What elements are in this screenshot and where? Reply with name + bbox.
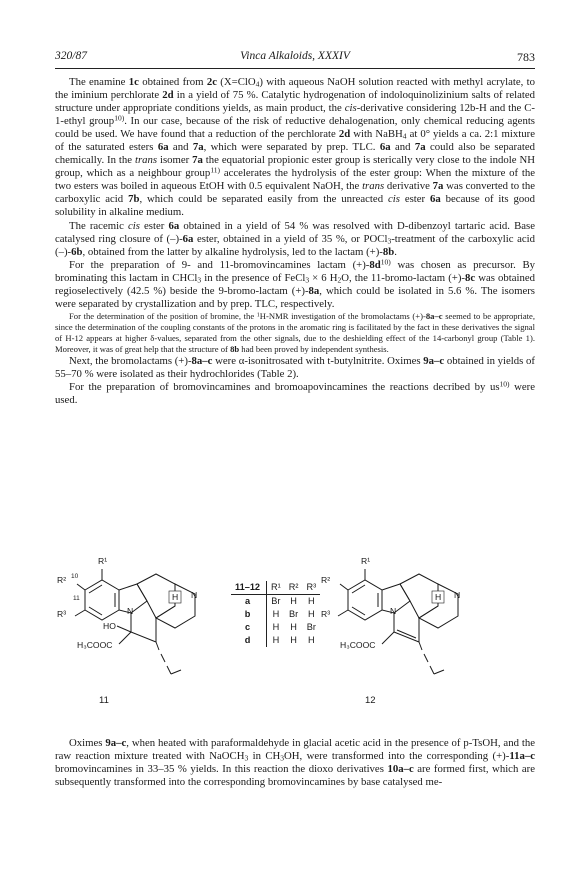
substituent-table [231,581,320,647]
struct12-n-amine: N [454,590,461,600]
struct11-r1-label: R¹ [98,556,108,566]
struct11-caption: 11 [99,695,109,706]
page-number: 783 [517,50,535,64]
struct12-caption: 12 [365,695,376,706]
benzene-ring-11 [85,580,119,620]
struct11-position-11: 11 [73,595,80,602]
struct11-r3-label: R³ [57,609,67,619]
struct12-h-label: H [435,592,442,602]
struct12-n-indole: N [390,606,397,616]
struct11-r2-label: R² [57,575,67,585]
paragraph-oximes: Oximes 9a–c, when heated with paraformaldehyde in glacial acetic acid in the presence of p-TsOH, and the raw reaction mixture treated with NaOCH$_3$ in $CH_3OH$, were transformed into the corresponding (+)-11a–c bromovincamines in 33–35 % yields. In this reaction the dioxo derivatives 10a–c are formed first, which are subsequently transformed into the corresponding bromovincamines by base catalysed me- [55,737,535,789]
table-row: b H Br H [231,608,320,621]
ring-d-11 [156,584,198,628]
running-title: Vinca Alkaloids, XXXIV [240,50,350,62]
paragraph-bromination: For the preparation of 9- and 11-bromovincamines lactam $(+)-8d^{10)}$ was chosen as precursor. By brominating this lactam in CHCl$_3$ in the presence of FeCl$_3$ × 6 $H_2O$, the 11-bromo-lactam (+)-8c was obtained regioselectively (42.5 %) beside the 9-bromo-lactam (+)-8a, which could be isolated in 5.6 %. The isomers were separated by crystallization and by prep. TLC, respectively. [55,257,536,310]
journal-issue-number: 320/87 [55,50,87,62]
struct12-ester-label: H₃COOC [340,640,376,650]
main-text-continued [55,737,535,789]
ring-d-12 [419,584,461,628]
structures-figure [55,556,535,728]
table-header-r2: R² [285,581,303,595]
structure-12-bonds [338,569,461,674]
paragraph-racemic-ester: The racemic cis ester 6a obtained in a yield of 54 % was resolved with D-dibenzoyl tartaric acid. Base catalysed ring closure of (–)-6a ester, obtained in a yield of 35 %, or POCl$_3$-treatment of the carboxylic acid (–)-6b, obtained from the latter by alkaline hydrolysis, led to the lactam (+)-8b. [55,219,536,258]
table-row: a Br H H [231,595,320,609]
table-header-compound: 11–12 [231,581,267,595]
header-rule [55,68,535,69]
structure-11-bonds [75,569,198,674]
paragraph-preparation: For the preparation of bromovincamines and bromoapovincamines the reactions decribed by $us^{10)}$ were used. [55,379,535,407]
struct11-n-amine: N [191,590,198,600]
struct11-h-label: H [172,592,179,602]
struct12-r3-label: R³ [321,609,331,619]
benzene-ring-12 [348,580,382,620]
struct11-ho-label: HO [103,621,116,631]
table-header-r3: R³ [302,581,320,595]
paragraph-isonitrosation: Next, the bromolactams (+)-8a–c were α-isonitrosated with t-butylnitrite. Oximes 9a–c obtained in yields of 55–70 % were isolated as their hydrochlorides (Table 2). [55,355,535,381]
struct12-r2-label: R² [321,575,331,585]
substituent-table-header [231,581,320,595]
paragraph-enamine: The enamine 1c obtained from 2c (X=ClO$_4$) with aqueous NaOH solution reacted with methyl acrylate, to the iminium perchlorate 2d in a yield of 75 %. Catalytic hydrogenation of indoloquinolizinium salts of related structure under appropriate conditions yields, as main product, the cis-derivative considering 12b-H and the C-1-ethyl group$^{10)}$. In our case, because of the risk of reductive dehalogenation, only chemical reducing agents could be used. We have found that a reduction of the perchlorate 2d with NaBH$_4$ at 0° yields a ca. 2:1 mixture of the saturated esters 6a and 7a, which were separated by prep. TLC. 6a and 7a could also be separated chemically. In the trans isomer 7a the equatorial propionic ester group is sterically very close to the indole NH group, which as a neighbour group$^{11)}$ accelerates the hydrolysis of the ester group: When the mixture of the two esters was boiled in aqueous EtOH with 0.5 equivalent NaOH, the trans derivative 7a was converted to the carboxylic acid 7b, which could be separated easily from the unreacted cis ester 6a because of its good solubility in alkaline medium. [55,76,536,219]
running-header [55,50,535,66]
table-header-r1: R¹ [267,581,285,595]
table-row: d H H H [231,634,320,647]
main-text [55,76,535,407]
small-print-note: For the determination of the position of bromine, the $^1$H-NMR investigation of the bromolactams (+)-8a–c seemed to be appropriate, since the determination of the coupling constants of the protons in the aromatic ring is facilitated by the fact in these derivatives the signal of H-12 appears at higher δ-values, separated from the other signals, due to the deshielding effect of the 14-carbonyl group (Table 1). Moreover, it was of great help that the structure of 8b had been proved by independent synthesis. [55,310,535,354]
table-row: c H H Br [231,621,320,634]
struct11-ester-label: H₃COOC [77,640,113,650]
struct12-r1-label: R¹ [361,556,371,566]
struct11-position-10: 10 [71,573,79,580]
struct11-n-indole: N [127,606,134,616]
